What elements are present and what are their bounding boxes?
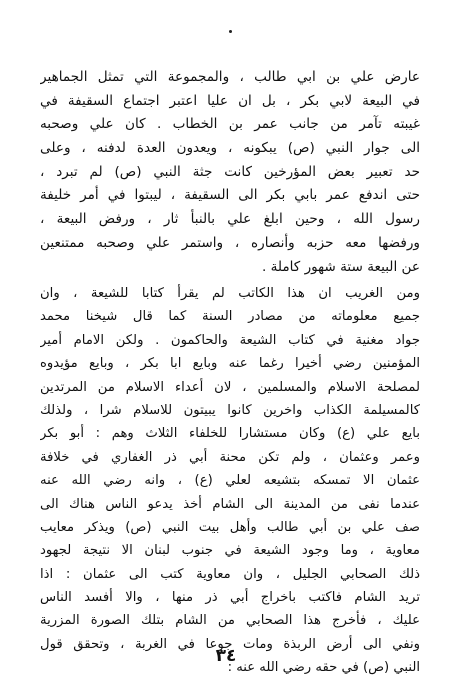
text-line: عارض علي بن ابي طالب ، والمجموعة التي تمثل الجماهير: [40, 69, 420, 85]
page-number: ٣٤: [215, 646, 237, 666]
text-line: صف علي بن أبي طالب وأهل بيت النبي (ص) ويذكر معايب: [40, 519, 420, 535]
text-line: كالمسيلمة الكذاب واخرين كانوا يبيتون للاسلام شرا ، ولذلك: [40, 402, 420, 418]
text-line: بايع علي (ع) وكان مستشارا للخلفاء الثلاث وهم : أبو بكر: [40, 426, 420, 442]
text-line: ومن الغريب ان هذا الكاتب لم يقرأ كتابا للشيعة ، وان: [40, 286, 420, 301]
text-line: عندما نفى من المدينة الى الشام أخذ يدعو الناس هناك الى: [40, 496, 420, 512]
text-line: حتى اندفع عمر بابي بكر الى السقيفة ، ليبتوا في أمر خليفة: [40, 187, 420, 204]
text-line: غيبته تآمر من جانب عمر بن الخطاب . كان علي وصحبه: [40, 116, 420, 133]
text-line: الى جوار النبي (ص) يبكونه ، ويعدون العدة لدفنه ، وعلى: [40, 140, 420, 157]
text-line: في البيعة لابي بكر ، بل ان عليا اعتبر اجتماع السقيفة في: [40, 92, 420, 109]
text-line: النبي (ص) في حقه رضي الله عنه :: [227, 660, 420, 676]
top-dot-mark: [229, 30, 232, 33]
text-line: المؤمنين رضي أخيرا رغما عنه وبايع ابا بكر ، وبايع مؤيدوه: [40, 356, 420, 372]
text-line: رسول الله ، وحين ابلغ علي بالنبأ ثار ، ورفض البيعة ،: [40, 211, 420, 228]
text-line: وعمر وعثمان ، ولم تكن محنة أبي ذر الغفاري في خلافة: [40, 449, 420, 465]
paragraph-1: [40, 66, 420, 279]
text-line: ورفضها معه حزبه وأنصاره ، واستمر علي وصحبه ممتنعين: [40, 234, 420, 251]
text-line: حد تعبير بعض المؤرخين كانت جثة النبي (ص) لم تبرد ،: [40, 163, 420, 180]
text-line: عن البيعة ستة شهور كاملة .: [261, 258, 420, 275]
text-line: ذلك الصحابي الجليل ، وان معاوية كتب الى عثمان : اذا: [40, 566, 420, 582]
text-line: عليك ، فأخرج هذا الصحابي من الشام بتلك الصورة المزرية: [40, 613, 420, 629]
text-line: جميع معلوماته من مصادر السنة كما قال شيخنا محمد: [40, 309, 420, 325]
text-line: ونفي الى أرض الربذة ومات جوعا في الغربة ، وتحقق قول: [40, 636, 420, 652]
text-line: جواد مغنية في كتاب الشيعة والحاكمون . ولكن الامام أمير: [40, 332, 420, 348]
text-line: عثمان الا تمسكه بتشيعه لعلي (ع) ، وانه رضي الله عنه: [40, 473, 420, 489]
paragraph-2: [40, 282, 420, 680]
text-line: لمصلحة الاسلام والمسلمين ، لان أعداء الاسلام من المرتدين: [40, 379, 420, 395]
text-line: تريد الشام فاكتب باخراج أبي ذر منها ، والا أفسد الناس: [40, 590, 420, 606]
text-line: معاوية ، وما وجود الشيعة في جنوب لبنان الا نتيجة لجهود: [40, 543, 420, 559]
